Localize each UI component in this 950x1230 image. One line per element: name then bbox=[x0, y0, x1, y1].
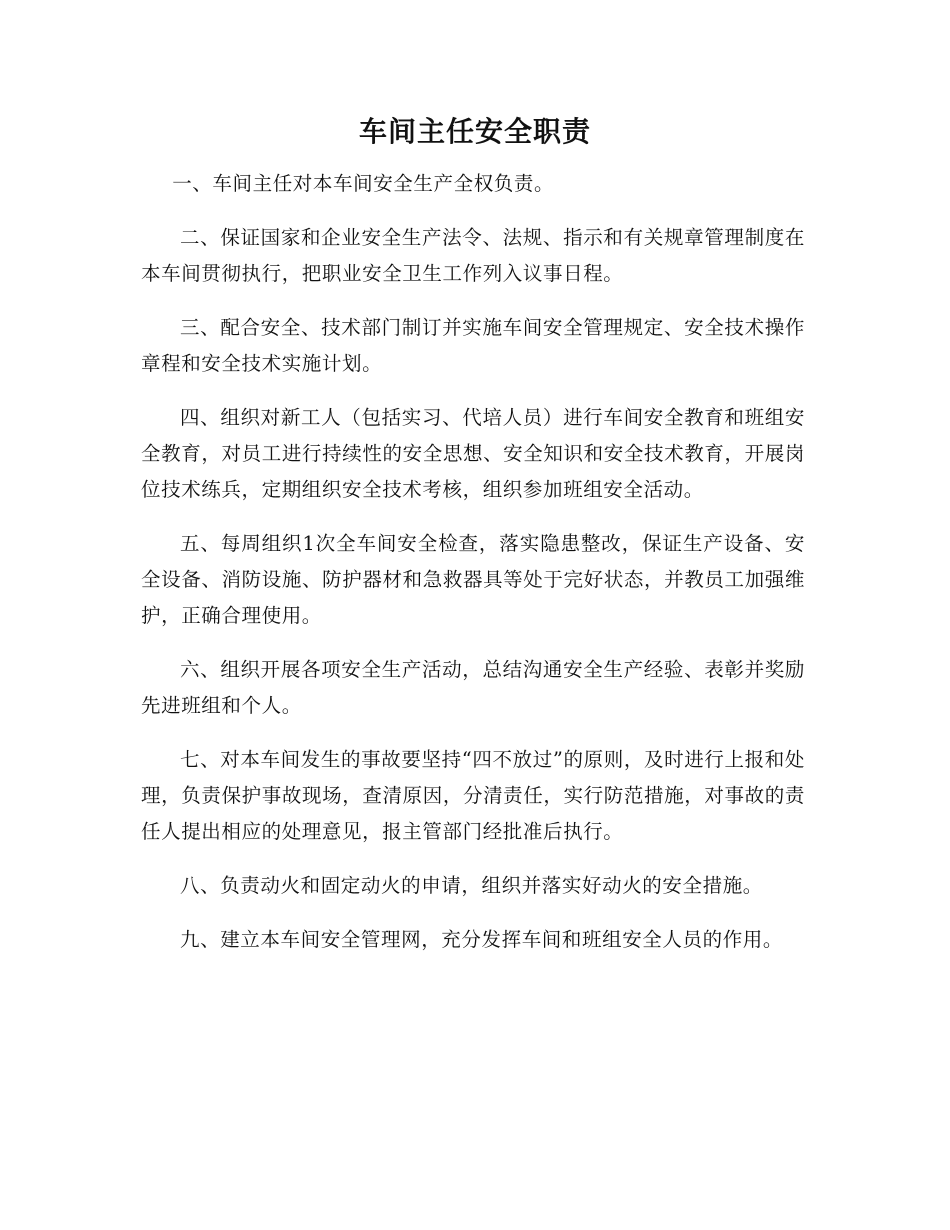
paragraph-8: 八、负责动火和固定动火的申请，组织并落实好动火的安全措施。 bbox=[180, 874, 763, 897]
paragraph-9: 九、建立本车间安全管理网，充分发挥车间和班组安全人员的作用。 bbox=[180, 928, 784, 951]
paragraph-3: 三、配合安全、技术部门制订并实施车间安全管理规定、安全技术操作章程和安全技术实施计划。 bbox=[141, 316, 805, 375]
paragraph-2: 二、保证国家和企业安全生产法令、法规、指示和有关规章管理制度在本车间贯彻执行，把职业安全卫生工作列入议事日程。 bbox=[141, 226, 805, 285]
paragraph-6: 六、组织开展各项安全生产活动，总结沟通安全生产经验、表彰并奖励先进班组和个人。 bbox=[141, 658, 805, 717]
document-body bbox=[141, 166, 805, 958]
paragraph-4: 四、组织对新工人（包括实习、代培人员）进行车间安全教育和班组安全教育，对员工进行持续性的安全思想、安全知识和安全技术教育，开展岗位技术练兵，定期组织安全技术考核，组织参加班组安全活动。 bbox=[141, 406, 805, 501]
document-title: 车间主任安全职责 bbox=[358, 115, 591, 148]
paragraph-5: 五、每周组织1次全车间安全检查，落实隐患整改，保证生产设备、安全设备、消防设施、防护器材和急救器具等处于完好状态，并教员工加强维护，正确合理使用。 bbox=[141, 532, 805, 627]
paragraph-1: 一、车间主任对本车间安全生产全权负责。 bbox=[172, 172, 555, 195]
paragraph-7: 七、对本车间发生的事故要坚持“四不放过”的原则，及时进行上报和处理，负责保护事故现场，查清原因，分清责任，实行防范措施，对事故的责任人提出相应的处理意见，报主管部门经批准后执行。 bbox=[141, 748, 805, 843]
